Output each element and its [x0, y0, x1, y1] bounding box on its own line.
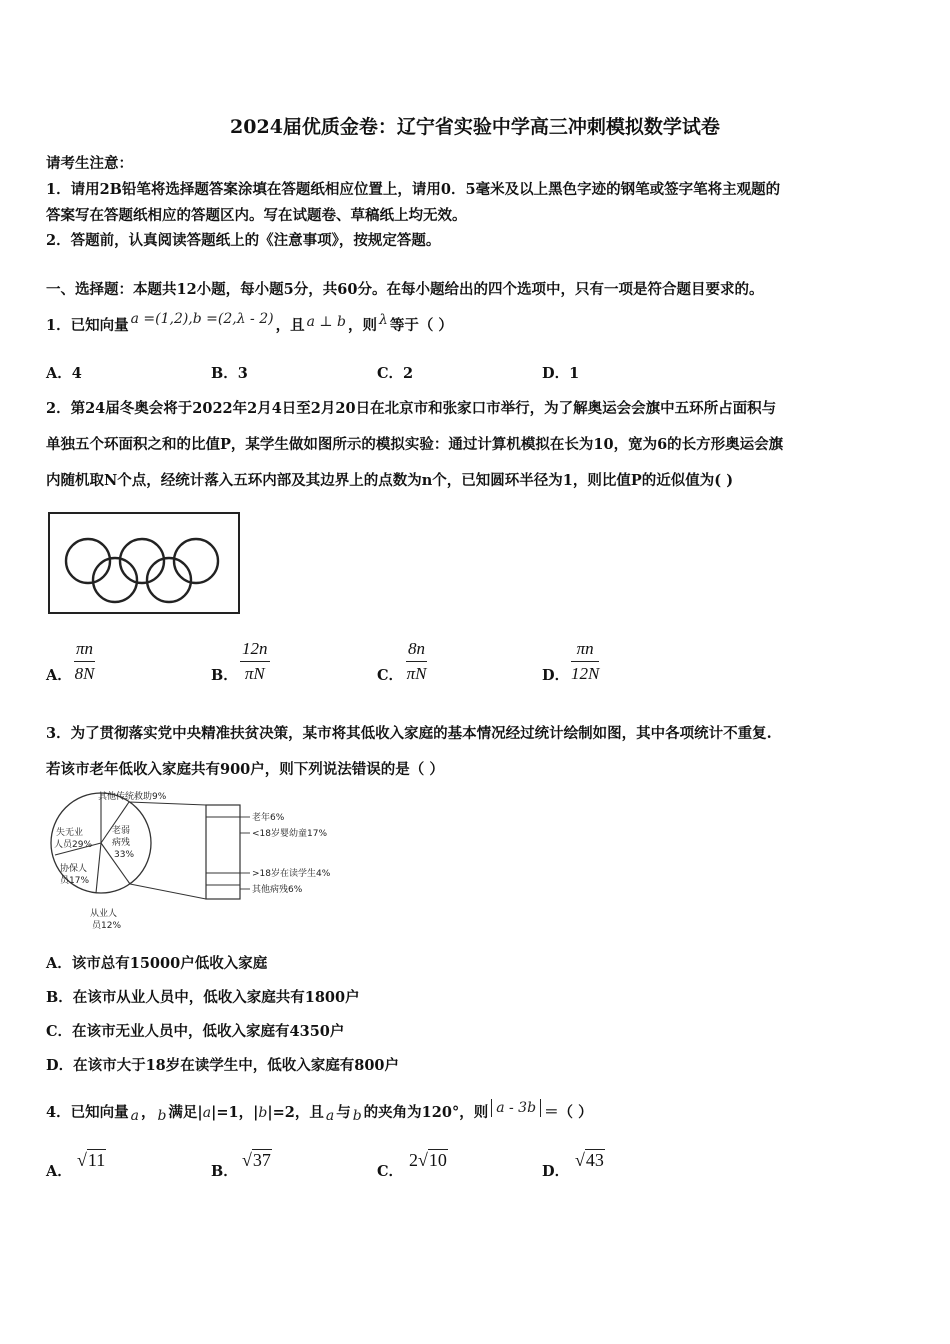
- q4-abs-b: b: [258, 1105, 268, 1121]
- q1-stem: [46, 311, 453, 335]
- q2-b-num: 12n: [240, 637, 270, 662]
- label-students: >18岁在读学生4%: [252, 869, 331, 879]
- q1-option-b[interactable]: B．3: [211, 365, 248, 382]
- notice-heading: 请考生注意：: [46, 155, 133, 172]
- q2-b-den: πN: [244, 664, 265, 683]
- label-sick-1: 老弱: [112, 826, 131, 836]
- label-other-relief: 其他传统救助9%: [98, 792, 167, 802]
- q2-a-num: πn: [74, 637, 95, 662]
- q4-comma: ，: [140, 1104, 156, 1121]
- q2-d-num: πn: [571, 637, 599, 662]
- q1-option-d[interactable]: D．1: [542, 365, 580, 382]
- q4-vector-b: b: [157, 1108, 167, 1124]
- q3-option-b[interactable]: B．在该市从业人员中，低收入家庭共有1800户: [46, 989, 360, 1006]
- pie-divider-2: [101, 802, 129, 843]
- page-title: 2024届优质金卷：辽宁省实验中学高三冲刺模拟数学试卷: [230, 116, 720, 138]
- label-employed-2: 员12%: [92, 921, 122, 931]
- q1-mid: ，且: [275, 317, 305, 334]
- notice-line-3: 2．答题前，认真阅读答题纸上的《注意事项》，按规定答题。: [46, 232, 441, 249]
- q3-option-d[interactable]: D．在该市大于18岁在读学生中，低收入家庭有800户: [46, 1057, 400, 1074]
- connector-bottom: [130, 884, 206, 899]
- q4-cond5: 的夹角为120°，则: [363, 1104, 489, 1121]
- label-unemployed-1: 失无业: [56, 828, 84, 838]
- label-elderly: 老年6%: [252, 813, 285, 823]
- q1-condition: a ⊥ b: [306, 314, 346, 330]
- q2-d-den: 12N: [571, 664, 600, 683]
- q4-expression: a - 3b: [491, 1099, 541, 1117]
- label-infants: <18岁婴幼童17%: [252, 829, 327, 839]
- q2-c-num: 8n: [406, 637, 427, 662]
- q4-b-radicand: 37: [252, 1150, 271, 1170]
- q4-vector-a: a: [130, 1108, 139, 1124]
- q2-option-d-fraction[interactable]: [571, 637, 599, 686]
- q4-cond4: 与: [336, 1104, 351, 1121]
- q4-angle-b: b: [352, 1108, 362, 1124]
- q4-prefix: 4．已知向量: [46, 1104, 129, 1121]
- q4-c-radicand: 10: [428, 1150, 447, 1170]
- q4-a-radicand: 11: [87, 1150, 106, 1170]
- label-welfare-2: 员17%: [60, 876, 90, 886]
- q4-option-c-value[interactable]: 2√10: [409, 1150, 447, 1170]
- label-welfare-1: 协保人: [60, 864, 88, 874]
- section-heading: 一、选择题：本题共12小题，每小题5分，共60分。在每小题给出的四个选项中，只有一项是符合题目要求的。: [46, 281, 764, 298]
- q3-line-1: 3．为了贯彻落实党中央精准扶贫决策，某市将其低收入家庭的基本情况经过统计绘制如图，其中各项统计不重复.: [46, 725, 772, 742]
- q4-suffix: ＝（ ）: [544, 1104, 593, 1121]
- olympic-rings-figure: [46, 510, 242, 616]
- label-unemployed-2: 人员29%: [54, 840, 93, 850]
- q2-option-a-fraction[interactable]: [74, 637, 95, 686]
- q4-cond: 满足|: [168, 1104, 203, 1121]
- q1-prefix: 1．已知向量: [46, 317, 129, 334]
- q4-option-a-label[interactable]: A．: [46, 1163, 72, 1180]
- q3-option-a[interactable]: A．该市总有15000户低收入家庭: [46, 955, 268, 972]
- q2-option-c-label[interactable]: C．: [377, 667, 404, 684]
- q4-option-d-value[interactable]: √43: [575, 1150, 604, 1170]
- q4-option-c-label[interactable]: C．: [377, 1163, 404, 1180]
- q2-option-b-label[interactable]: B．: [211, 667, 238, 684]
- q1-option-c[interactable]: C．2: [377, 365, 414, 382]
- q3-option-c[interactable]: C．在该市无业人员中，低收入家庭有4350户: [46, 1023, 345, 1040]
- q4-cond2: |=1，|: [211, 1104, 259, 1121]
- q3-line-2: 若该市老年低收入家庭共有900户，则下列说法错误的是（ ）: [46, 761, 444, 778]
- q2-a-den: 8N: [74, 664, 95, 683]
- q1-mid2: ，则: [347, 317, 377, 334]
- q4-angle-a: a: [325, 1108, 335, 1124]
- flag-rectangle: [49, 513, 239, 613]
- q1-option-a[interactable]: A．4: [46, 365, 82, 382]
- connector-top: [129, 802, 206, 805]
- notice-line-2: 答案写在答题纸相应的答题区内。写在试题卷、草稿纸上均无效。: [46, 207, 467, 224]
- q2-option-a-label[interactable]: A．: [46, 667, 72, 684]
- q1-lambda: λ: [378, 312, 388, 328]
- q4-option-b-value[interactable]: √37: [242, 1150, 271, 1170]
- q2-option-d-label[interactable]: D．: [542, 667, 570, 684]
- q1-suffix: 等于（ ）: [389, 317, 453, 334]
- label-employed-1: 从业人: [90, 909, 118, 919]
- q4-cond3: |=2，且: [267, 1104, 324, 1121]
- pie-divider-4: [96, 843, 101, 893]
- q2-option-c-fraction[interactable]: [406, 637, 427, 686]
- q2-option-b-fraction[interactable]: [240, 637, 270, 686]
- q4-abs-a: a: [202, 1105, 212, 1121]
- q4-stem: [46, 1101, 593, 1122]
- q2-line-3: 内随机取N个点，经统计落入五环内部及其边界上的点数为n个，已知圆环半径为1，则比值P的近似值为( ): [46, 472, 734, 489]
- q2-line-1: 2．第24届冬奥会将于2022年2月4日至2月20日在北京市和张家口市举行，为了解奥运会会旗中五环所占面积与: [46, 400, 777, 417]
- notice-line-1: 1．请用2B铅笔将选择题答案涂填在答题纸相应位置上，请用0．5毫米及以上黑色字迹的钢笔或签字笔将主观题的: [46, 181, 781, 198]
- q4-d-radicand: 43: [585, 1150, 604, 1170]
- income-pie-chart: [46, 785, 346, 933]
- q4-option-d-label[interactable]: D．: [542, 1163, 570, 1180]
- label-sick-2: 病残: [112, 838, 131, 848]
- q2-c-den: πN: [406, 664, 427, 683]
- q2-line-2: 单独五个环面积之和的比值P，某学生做如图所示的模拟实验：通过计算机模拟在长为10，宽为6的长方形奥运会旗: [46, 436, 784, 453]
- label-sick-3: 33%: [114, 850, 135, 860]
- q1-vectors: a =(1,2),b =(2,λ - 2): [130, 311, 274, 327]
- q4-option-b-label[interactable]: B．: [211, 1163, 238, 1180]
- q4-option-a-value[interactable]: √11: [77, 1150, 106, 1170]
- label-other-sick: 其他病残6%: [252, 885, 303, 895]
